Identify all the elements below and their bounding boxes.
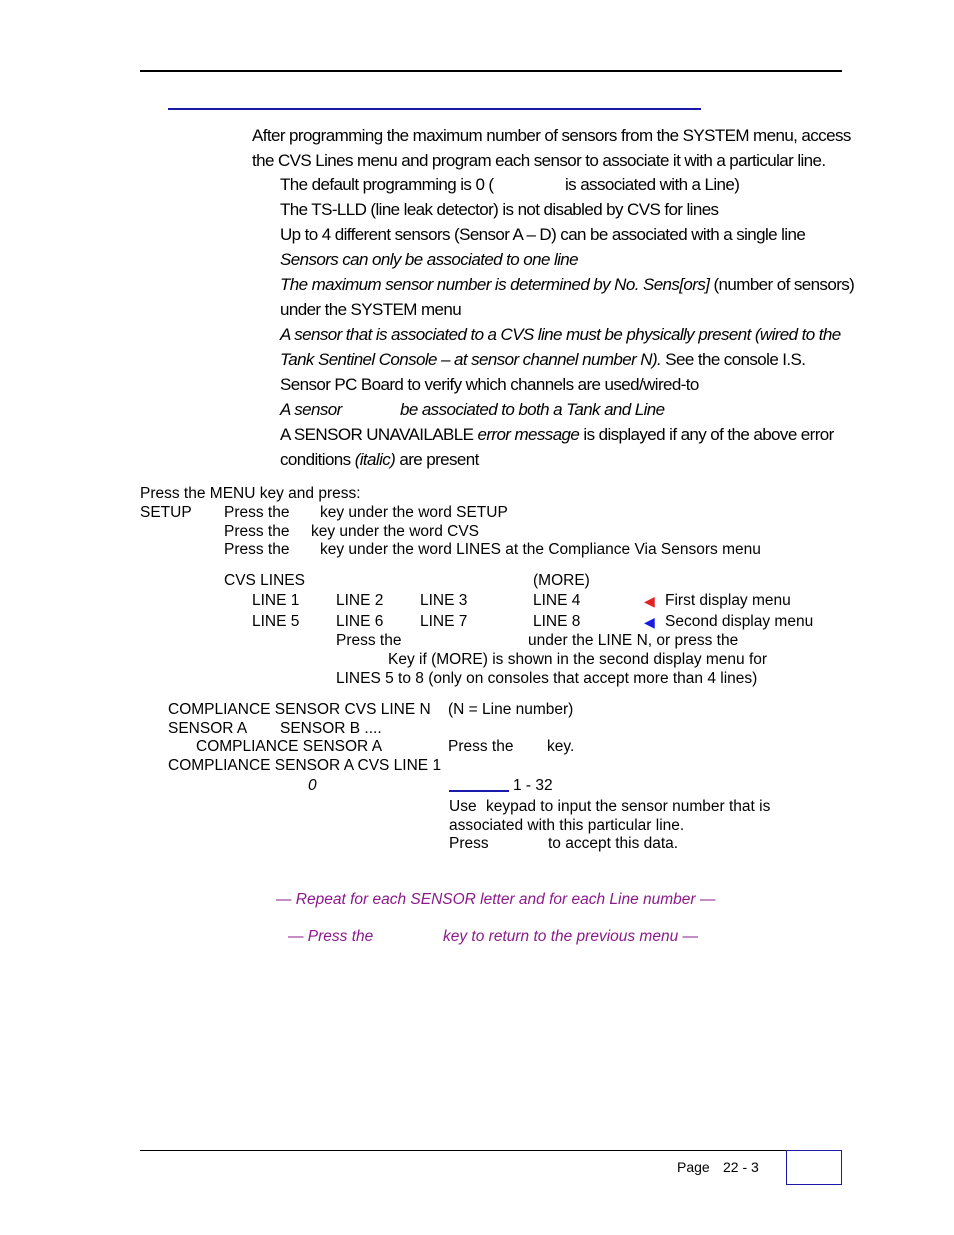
bullet-physical-bc: [280, 350, 805, 370]
sensor-a-option[interactable]: SENSOR A: [168, 720, 248, 737]
section-title-underline: [168, 108, 701, 110]
sensor-value-zero[interactable]: 0: [308, 777, 317, 794]
repeat-note: — Repeat for each SENSOR letter and for each Line number —: [276, 891, 716, 908]
bullet-physical-b: Tank Sentinel Console – at sensor channel number N).: [280, 350, 662, 369]
intro-line-2: the CVS Lines menu and program each sensor to associate it with a particular line.: [252, 151, 826, 170]
comp-key-text: key.: [547, 738, 575, 755]
bullet-unavailable-b: error message: [477, 425, 580, 444]
press-the-note: — Press the: [288, 928, 374, 945]
bullet-max-sensor-a: The maximum sensor number is determined by No. Sens[ors]: [280, 275, 710, 294]
bullet-unavailable-a: A SENSOR UNAVAILABLE: [280, 425, 474, 444]
press-menu-text: Press the MENU key and press:: [140, 485, 361, 502]
bullet-unavailable: [280, 425, 834, 445]
accept-text: to accept this data.: [548, 835, 679, 852]
keypad-text: keypad to input the sensor number that is: [486, 798, 771, 815]
menu-line-7[interactable]: LINE 7: [420, 613, 468, 630]
page-box: [786, 1150, 842, 1185]
use-text: Use: [449, 798, 477, 815]
lines-5-8-text: LINES 5 to 8 (only on consoles that accept more than 4 lines): [336, 670, 758, 687]
bullet-conditions: [280, 450, 479, 470]
cvs-lines-title: CVS LINES: [224, 572, 305, 589]
bullet-conditions-b: (italic): [354, 450, 396, 469]
first-display-label: First display menu: [665, 592, 791, 609]
bullet-one-line: Sensors can only be associated to one line: [280, 250, 579, 269]
associated-text: associated with this particular line.: [449, 817, 685, 834]
bullet-default-b: is associated with a Line): [565, 175, 740, 194]
under-line-n-text: under the LINE N, or press the: [528, 632, 739, 649]
press-the-3: Press the: [224, 541, 290, 558]
bullet-tank-line-b: be associated to both a Tank and Line: [400, 400, 665, 419]
bullet-unavailable-c: is displayed if any of the above error: [583, 425, 834, 444]
more-label: (MORE): [533, 572, 590, 589]
menu-line-6[interactable]: LINE 6: [336, 613, 384, 630]
bullet-conditions-a: conditions: [280, 450, 351, 469]
key-if-more-text: Key if (MORE) is shown in the second display menu for: [388, 651, 768, 668]
bullet-up-to-4: Up to 4 different sensors (Sensor A – D) can be associated with a single line: [280, 225, 806, 244]
bullet-physical-d: Sensor PC Board to verify which channels are used/wired-to: [280, 375, 699, 394]
bullet-ts-lld: The TS-LLD (line leak detector) is not disabled by CVS for lines: [280, 200, 719, 219]
key-lines-text: key under the word LINES at the Compliance Via Sensors menu: [320, 541, 761, 558]
value-underline: [449, 790, 509, 792]
menu-line-4[interactable]: LINE 4: [533, 592, 581, 609]
menu-line-3[interactable]: LINE 3: [420, 592, 468, 609]
menu-line-2[interactable]: LINE 2: [336, 592, 384, 609]
menu-line-5[interactable]: LINE 5: [252, 613, 300, 630]
bullet-max-sensor-b: (number of sensors): [713, 275, 855, 294]
bullet-physical-a: A sensor that is associated to a CVS line must be physically present (wired to the: [280, 325, 841, 344]
menu-press-the: Press the: [336, 632, 402, 649]
menu-line-8[interactable]: LINE 8: [533, 613, 581, 630]
bullet-physical-c: See the console I.S.: [665, 350, 806, 369]
return-note: key to return to the previous menu —: [443, 928, 699, 945]
bullet-conditions-c: are present: [399, 450, 479, 469]
press-the-2: Press the: [224, 523, 290, 540]
press-text: Press: [449, 835, 489, 852]
comp-line-n: COMPLIANCE SENSOR CVS LINE N: [168, 701, 431, 718]
sensor-b-option[interactable]: SENSOR B ....: [280, 720, 382, 737]
second-display-label: Second display menu: [665, 613, 814, 630]
red-arrow-icon: ◀: [644, 593, 655, 609]
press-the-1: Press the: [224, 504, 290, 521]
footer-rule: [140, 1150, 786, 1151]
comp-sensor-a: COMPLIANCE SENSOR A: [196, 738, 383, 755]
bullet-max-sensor-c: under the SYSTEM menu: [280, 300, 462, 319]
intro-line-1: After programming the maximum number of sensors from the SYSTEM menu, access: [252, 126, 851, 145]
bullet-default-a: The default programming is 0 (: [280, 175, 494, 194]
setup-label: SETUP: [140, 504, 192, 521]
bullet-tank-line-a: A sensor: [280, 400, 342, 419]
range-text: 1 - 32: [513, 777, 553, 794]
n-line-number-note: (N = Line number): [448, 701, 574, 718]
blue-arrow-icon: ◀: [644, 614, 655, 630]
comp-press-the: Press the: [448, 738, 514, 755]
menu-line-1[interactable]: LINE 1: [252, 592, 300, 609]
header-rule: [140, 70, 842, 72]
page-number: 22 - 3: [723, 1159, 759, 1175]
bullet-max-sensor: [280, 275, 854, 295]
key-setup-text: key under the word SETUP: [320, 504, 508, 521]
key-cvs-text: key under the word CVS: [311, 523, 480, 540]
page-label: Page: [677, 1159, 710, 1175]
comp-sensor-a-line-1: COMPLIANCE SENSOR A CVS LINE 1: [168, 757, 442, 774]
